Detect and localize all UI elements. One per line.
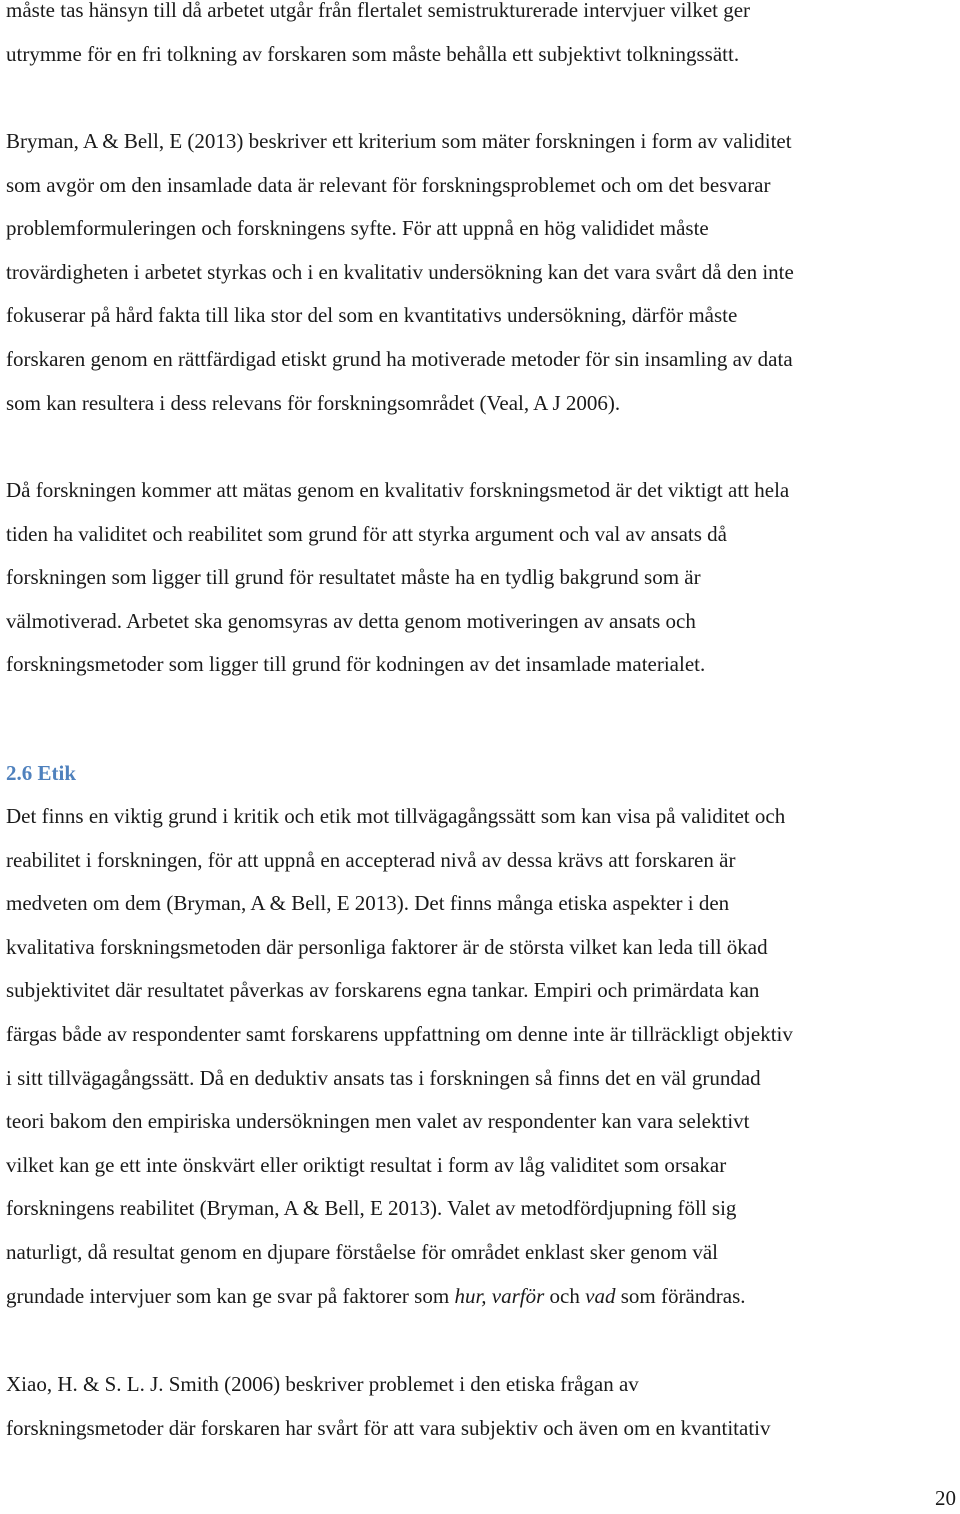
- text-line: trovärdigheten i arbetet styrkas och i en kvalitativ undersökning kan det vara svårt då den inte: [6, 259, 794, 284]
- text-line: problemformuleringen och forskningens syfte. För att uppnå en hög valididet måste: [6, 216, 709, 241]
- text-line: måste tas hänsyn till då arbetet utgår från flertalet semistrukturerade intervjuer vilket ger: [6, 0, 751, 22]
- text-line: subjektivitet där resultatet påverkas av forskarens egna tankar. Empiri och primärdata kan: [6, 978, 760, 1003]
- paragraph-reliability: [6, 469, 789, 687]
- text-segment: grundade intervjuer som kan ge svar på faktorer som: [6, 1283, 455, 1308]
- text-line: forskningsmetoder som ligger till grund för kodningen av det insamlade materialet.: [6, 652, 706, 677]
- text-line: kvalitativa forskningsmetoden där personliga faktorer är de största vilket kan leda till ökad: [6, 934, 768, 959]
- section-number: 2.6: [6, 761, 33, 785]
- text-line: som kan resultera i dess relevans för forskningsområdet (Veal, A J 2006).: [6, 390, 621, 415]
- emphasis-text: vad: [585, 1283, 616, 1308]
- text-line: färgas både av respondenter samt forskarens uppfattning om denne inte är tillräckligt objektiv: [6, 1021, 793, 1046]
- text-line: tiden ha validitet och reabilitet som grund för att styrka argument och val av ansats då: [6, 521, 727, 546]
- text-line: forskningsmetoder där forskaren har svårt för att vara subjektiv och även om en kvantitativ: [6, 1415, 771, 1440]
- text-line: Xiao, H. & S. L. J. Smith (2006) beskriver problemet i den etiska frågan av: [6, 1372, 639, 1396]
- section-heading: [6, 752, 76, 796]
- paragraph-validity: [6, 120, 794, 425]
- text-line: forskningens reabilitet (Bryman, A & Bell, E 2013). Valet av metodfördjupning föll sig: [6, 1196, 737, 1221]
- text-line: reabilitet i forskningen, för att uppnå en accepterad nivå av dessa krävs att forskaren är: [6, 847, 736, 872]
- text-line: naturligt, då resultat genom en djupare förståelse för området enklast sker genom väl: [6, 1239, 719, 1264]
- emphasis-text: hur, varför: [454, 1283, 545, 1308]
- text-line: Då forskningen kommer att mätas genom en kvalitativ forskningsmetod är det viktigt att hela: [6, 478, 790, 502]
- text-line: forskningen som ligger till grund för resultatet måste ha en tydlig bakgrund som är: [6, 565, 701, 590]
- paragraph-ethics: [6, 795, 793, 1318]
- text-line: Det finns en viktig grund i kritik och etik mot tillvägagångssätt som kan visa på validitet och: [6, 804, 786, 828]
- section-title: Etik: [37, 761, 77, 785]
- text-line: Bryman, A & Bell, E (2013) beskriver ett kriterium som mäter forskningen i form av validitet: [6, 129, 792, 153]
- text-line: i sitt tillvägagångssätt. Då en deduktiv ansats tas i forskningen så finns det en väl grundad: [6, 1065, 761, 1090]
- text-line: som avgör om den insamlade data är relevant för forskningsproblemet och om det besvarar: [6, 172, 771, 197]
- text-line-last: [6, 1275, 793, 1319]
- text-segment: och: [544, 1283, 586, 1308]
- text-line: forskaren genom en rättfärdigad etiskt grund ha motiverade metoder för sin insamling av data: [6, 346, 793, 371]
- text-line: fokuserar på hård fakta till lika stor del som en kvantitativs undersökning, därför måste: [6, 303, 738, 328]
- text-line: medveten om dem (Bryman, A & Bell, E 2013). Det finns många etiska aspekter i den: [6, 891, 730, 916]
- text-line: vilket kan ge ett inte önskvärt eller oriktigt resultat i form av låg validitet som orsakar: [6, 1152, 727, 1177]
- paragraph-xiao: [6, 1363, 771, 1450]
- text-line: välmotiverad. Arbetet ska genomsyras av detta genom motiveringen av ansats och: [6, 608, 696, 633]
- text-line: teori bakom den empiriska undersökningen men valet av respondenter kan vara selektivt: [6, 1109, 750, 1134]
- page-number: 20: [935, 1486, 956, 1510]
- text-line: utrymme för en fri tolkning av forskaren som måste behålla ett subjektivt tolkningssätt.: [6, 41, 740, 66]
- paragraph-intro: [6, 0, 750, 76]
- text-segment: som förändras.: [615, 1283, 746, 1308]
